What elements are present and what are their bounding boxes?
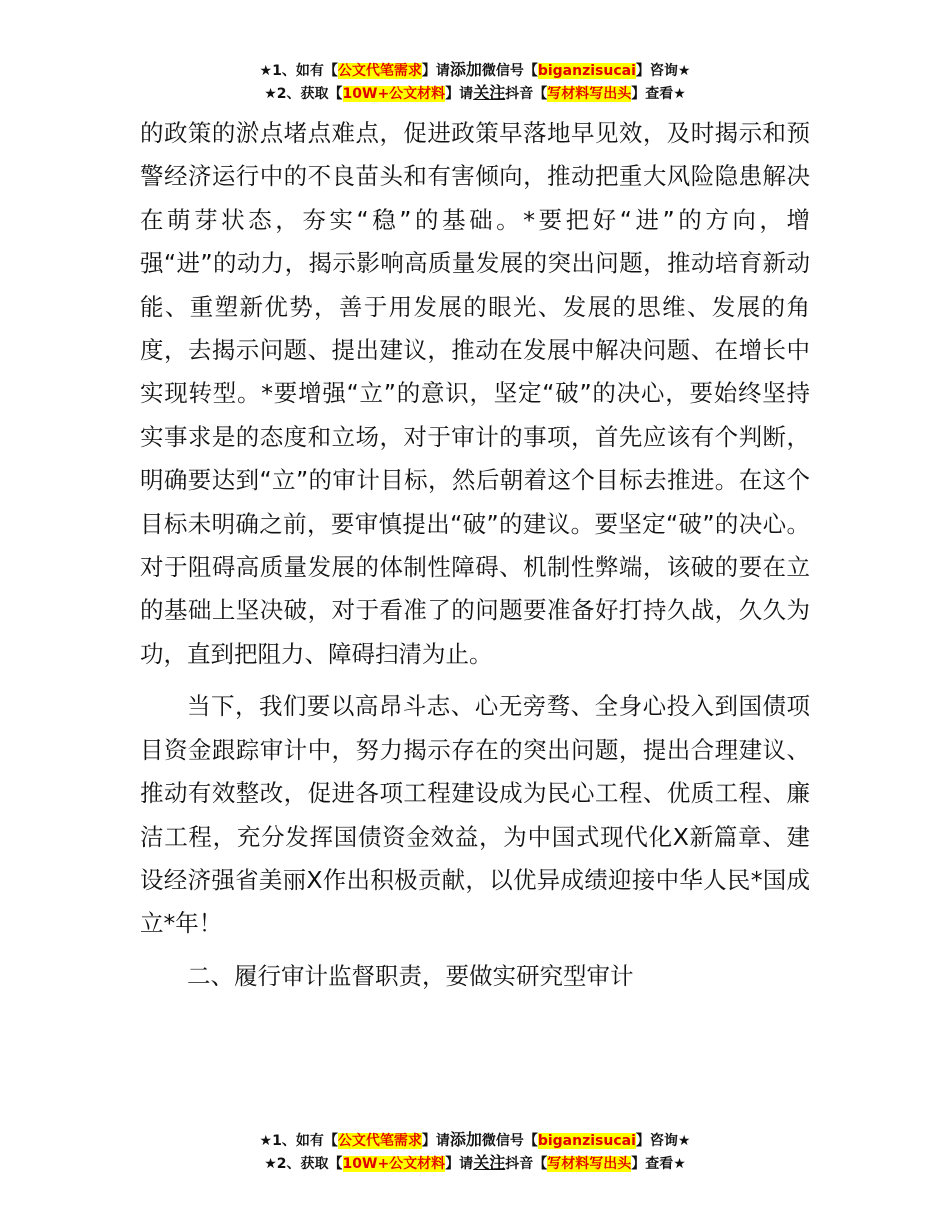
footer-highlight-materials: 10W+公文材料	[342, 1156, 446, 1172]
banner-highlight-wechat-id: biganzisucai	[537, 63, 636, 79]
banner-line-2: ★2、获取【10W+公文材料】请关注抖音【写材料写出头】查看★	[264, 83, 686, 102]
footer-line-1: ★1、如有【公文代笔需求】请添加微信号【biganzisucai】咨询★	[259, 1130, 691, 1149]
section-heading: 二、履行审计监督职责，要做实研究型审计	[187, 961, 634, 990]
banner-line-1: ★1、如有【公文代笔需求】请添加微信号【biganzisucai】咨询★	[259, 60, 691, 79]
banner-highlight-douyin: 写材料写出头	[547, 86, 632, 102]
footer-banner	[0, 1129, 950, 1175]
banner-highlight-service: 公文代笔需求	[337, 63, 422, 79]
banner-highlight-materials: 10W+公文材料	[342, 86, 446, 102]
footer-highlight-wechat-id: biganzisucai	[537, 1133, 636, 1149]
header-banner	[0, 59, 950, 105]
footer-highlight-service: 公文代笔需求	[337, 1133, 422, 1149]
footer-highlight-douyin: 写材料写出头	[547, 1156, 632, 1172]
document-body	[140, 112, 810, 998]
body-paragraph-1: 的政策的淤点堵点难点，促进政策早落地早见效，及时揭示和预警经济运行中的不良苗头和有害倾向，推动把重大风险隐患解决在萌芽状态，夯实“稳”的基础。*要把好“进”的方向，增强“进”的动力，揭示影响高质量发展的突出问题，推动培育新动能、重塑新优势，善于用发展的眼光、发展的思维、发展的角度，去揭示问题、提出建议，推动在发展中解决问题、在增长中实现转型。*要增强“立”的意识，坚定“破”的决心，要始终坚持实事求是的态度和立场，对于审计的事项，首先应该有个判断，明确要达到“立”的审计目标，然后朝着这个目标去推进。在这个目标未明确之前，要审慎提出“破”的建议。要坚定“破”的决心。对于阻碍高质量发展的体制性障碍、机制性弊端，该破的要在立的基础上坚决破，对于看准了的问题要准备好打持久战，久久为功，直到把阻力、障碍扫清为止。	[140, 119, 810, 668]
body-paragraph-2: 当下，我们要以高昂斗志、心无旁骛、全身心投入到国债项目资金跟踪审计中，努力揭示存在的突出问题，提出合理建议、推动有效整改，促进各项工程建设成为民心工程、优质工程、廉洁工程，充分发挥国债资金效益，为中国式现代化X新篇章、建设经济强省美丽X作出积极贡献，以优异成绩迎接中华人民*国成立*年！	[140, 692, 810, 938]
footer-line-2: ★2、获取【10W+公文材料】请关注抖音【写材料写出头】查看★	[264, 1153, 686, 1172]
